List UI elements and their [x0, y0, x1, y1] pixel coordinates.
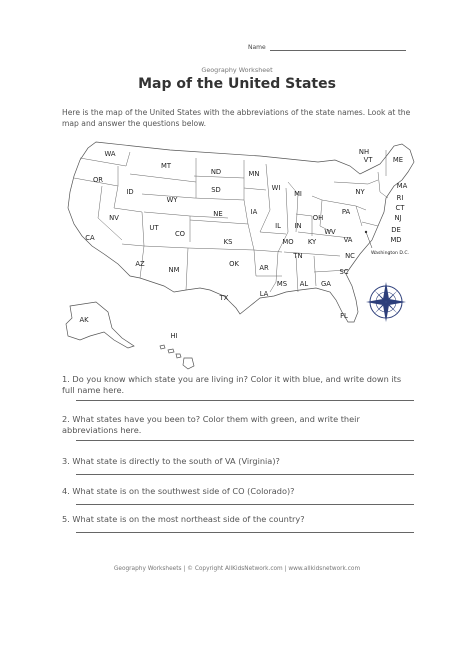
state-label: LA — [259, 290, 269, 298]
state-label: HI — [170, 332, 178, 340]
state-label: DE — [391, 226, 401, 234]
state-label: MN — [248, 170, 260, 178]
state-label: AR — [259, 264, 269, 272]
state-label: IL — [275, 222, 281, 230]
question-number: 1. — [62, 374, 70, 384]
state-label: NC — [345, 252, 355, 260]
state-label: NE — [213, 210, 223, 218]
answer-line-3[interactable] — [76, 474, 414, 475]
state-label: MS — [276, 280, 288, 288]
question-text: Do you know which state you are living in? Color it with blue, and write down its full name here. — [62, 374, 402, 395]
name-field-row — [248, 44, 406, 51]
intro-text: Here is the map of the United States with the abbreviations of the state names. Look at the map and answer the questions below. — [62, 108, 411, 128]
state-label: ME — [392, 156, 404, 164]
answer-line-2[interactable] — [76, 440, 414, 441]
hawaii-shape — [160, 345, 194, 369]
page-title: Map of the United States — [138, 76, 336, 92]
question-number: 5. — [62, 514, 70, 524]
state-label: NM — [168, 266, 180, 274]
state-label: RI — [396, 194, 404, 202]
state-label: NJ — [394, 214, 402, 222]
question-text: What state is on the most northeast side of the country? — [72, 514, 305, 524]
state-label: PA — [341, 208, 351, 216]
state-label: KS — [223, 238, 233, 246]
footer-text: Geography Worksheets | © Copyright AllKidsNetwork.com | www.allkidsnetwork.com — [113, 566, 361, 572]
state-label: CO — [174, 230, 186, 238]
question-number: 2. — [62, 414, 70, 424]
state-label: VT — [363, 156, 373, 164]
question-2 — [62, 414, 412, 436]
state-label: UT — [149, 224, 159, 232]
state-label: SD — [211, 186, 221, 194]
answer-line-4[interactable] — [76, 504, 414, 505]
state-label: AK — [79, 316, 89, 324]
worksheet-subtitle: Geography Worksheet — [201, 66, 273, 74]
alaska-shape — [66, 302, 134, 348]
state-label: AZ — [135, 260, 145, 268]
state-label: FL — [340, 312, 348, 320]
state-label: GA — [321, 280, 331, 288]
question-text: What state is directly to the south of VA (Virginia)? — [72, 456, 280, 466]
state-label: TN — [293, 252, 303, 260]
state-label: CT — [395, 204, 405, 212]
state-label: MO — [282, 238, 294, 246]
state-label: CA — [85, 234, 95, 242]
state-label: VA — [343, 236, 353, 244]
us-map — [60, 136, 432, 372]
state-label: TX — [219, 294, 229, 302]
question-number: 4. — [62, 486, 70, 496]
state-label: IA — [250, 208, 258, 216]
state-label: MI — [294, 190, 302, 198]
state-label: NH — [358, 148, 370, 156]
state-label: WA — [104, 150, 116, 158]
question-text: What states have you been to? Color them with green, and write their abbreviations here. — [62, 414, 360, 435]
answer-line-1[interactable] — [76, 400, 414, 401]
state-label: KY — [307, 238, 317, 246]
state-label: MD — [390, 236, 402, 244]
state-label: SC — [339, 268, 349, 276]
question-4 — [62, 486, 412, 497]
us-outline — [68, 142, 414, 322]
name-input-line[interactable] — [270, 44, 406, 51]
dc-label: Washington D.C. — [370, 251, 410, 256]
state-label: WV — [324, 228, 336, 236]
question-1 — [62, 374, 412, 396]
state-label: ND — [210, 168, 222, 176]
state-label: WI — [271, 184, 281, 192]
question-5 — [62, 514, 412, 525]
state-label: OH — [312, 214, 324, 222]
state-label: ID — [126, 188, 134, 196]
compass-rose-icon — [366, 282, 406, 322]
state-label: WY — [166, 196, 178, 204]
state-label: OK — [229, 260, 239, 268]
answer-line-5[interactable] — [76, 532, 414, 533]
state-label: MT — [160, 162, 172, 170]
state-label: NY — [355, 188, 365, 196]
question-3 — [62, 456, 412, 467]
state-label: MA — [396, 182, 408, 190]
state-label: AL — [299, 280, 309, 288]
question-text: What state is on the southwest side of CO (Colorado)? — [72, 486, 295, 496]
question-number: 3. — [62, 456, 70, 466]
state-label: NV — [109, 214, 119, 222]
state-label: IN — [294, 222, 302, 230]
name-label: Name — [248, 44, 266, 51]
state-label: OR — [92, 176, 104, 184]
